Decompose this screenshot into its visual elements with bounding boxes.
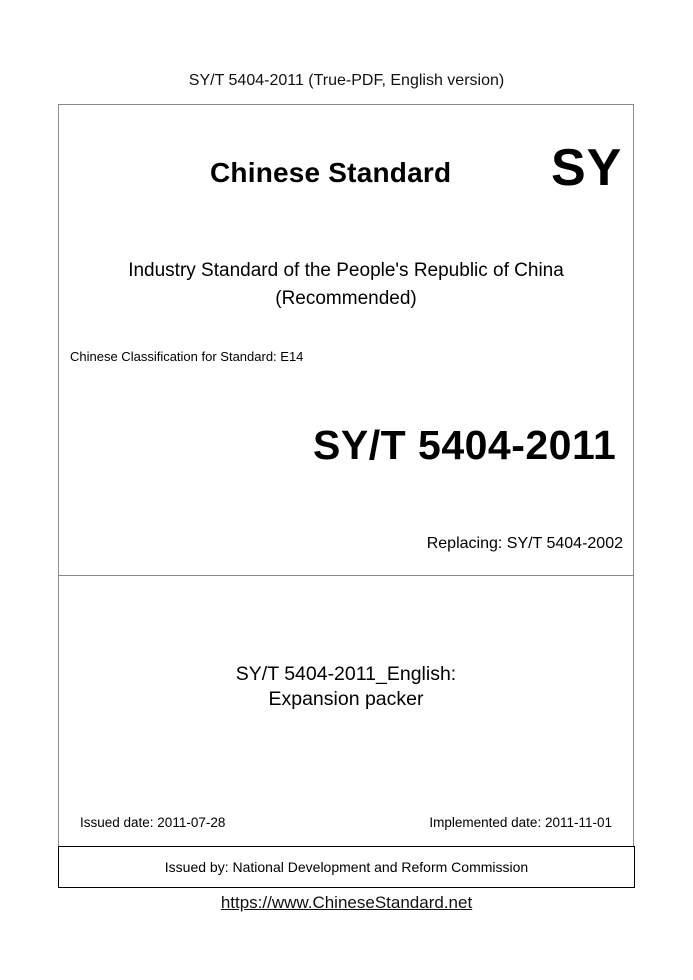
- issued-by-box: [58, 846, 635, 888]
- standard-number: SY/T 5404-2011: [313, 422, 617, 468]
- industry-standard-description: [58, 257, 634, 313]
- website-link[interactable]: https://www.ChineseStandard.net: [220, 893, 473, 912]
- industry-line-2: (Recommended): [275, 288, 417, 309]
- issued-by: Issued by: National Development and Reform Commission: [164, 859, 529, 875]
- document-title-line-1: SY/T 5404-2011_English:: [235, 663, 457, 685]
- standard-title: Chinese Standard: [210, 157, 452, 188]
- document-title: [58, 662, 634, 712]
- issued-date: Issued date: 2011-07-28: [80, 815, 226, 830]
- classification: Chinese Classification for Standard: E14: [70, 349, 304, 364]
- implemented-date: Implemented date: 2011-11-01: [429, 815, 612, 830]
- industry-line-1: Industry Standard of the People's Republic of China: [128, 260, 564, 281]
- sy-mark: SY: [551, 139, 623, 197]
- document-title-line-2: Expansion packer: [268, 688, 424, 710]
- page-header: SY/T 5404-2011 (True-PDF, English version): [188, 72, 505, 89]
- replacing-standard: Replacing: SY/T 5404-2002: [426, 535, 623, 552]
